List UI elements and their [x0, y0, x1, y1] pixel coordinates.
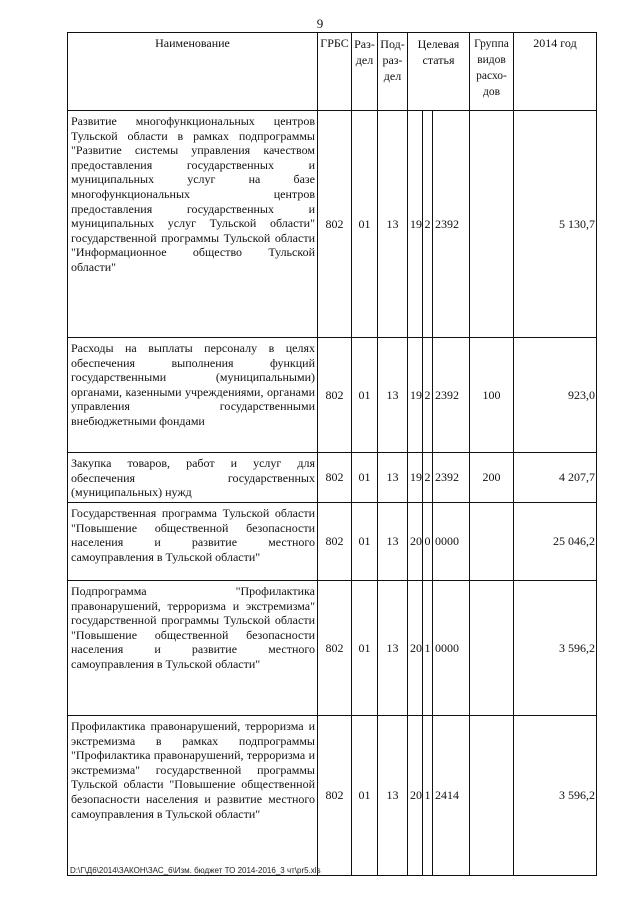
row-expense-group [470, 581, 514, 716]
row-grbs: 802 [318, 581, 352, 716]
row-amount: 25 046,2 [514, 503, 597, 581]
row-expense-group: 100 [470, 338, 514, 453]
row-grbs: 802 [318, 503, 352, 581]
table-row [68, 338, 597, 453]
row-podrazdel: 13 [378, 111, 408, 338]
row-target-subprogram: 0 [423, 503, 433, 581]
table-row [68, 716, 597, 876]
row-amount: 3 596,2 [514, 581, 597, 716]
row-razdel: 01 [352, 503, 378, 581]
header-target-article: Целевая статья [408, 33, 470, 111]
row-podrazdel: 13 [378, 503, 408, 581]
row-target-subprogram: 2 [423, 111, 433, 338]
row-expense-group [470, 111, 514, 338]
row-target-program: 20 [408, 581, 423, 716]
header-year-2014: 2014 год [514, 33, 597, 111]
row-target-direction: 2392 [433, 453, 470, 503]
row-target-program: 19 [408, 338, 423, 453]
row-razdel: 01 [352, 453, 378, 503]
row-target-direction: 2414 [433, 716, 470, 876]
row-amount: 3 596,2 [514, 716, 597, 876]
footer-file-path: D:\Г\Д6\2014\ЗАКОН\ЗАС_6\Изм. бюджет ТО 2014-2016_3 чт\pr5.xls [70, 866, 321, 875]
row-grbs: 802 [318, 716, 352, 876]
row-target-program: 19 [408, 453, 423, 503]
row-razdel: 01 [352, 111, 378, 338]
row-amount: 923,0 [514, 338, 597, 453]
header-name: Наименование [68, 33, 318, 111]
row-name: Подпрограмма "Профилактика правонарушений, терроризма и экстремизма" государственной программы Тульской области "Повышение общественной безопасности населения и развитие местного самоуправления в Тульской области" [68, 581, 318, 716]
row-target-subprogram: 1 [423, 581, 433, 716]
row-target-direction: 2392 [433, 338, 470, 453]
table-row [68, 111, 597, 338]
table-row [68, 503, 597, 581]
row-target-direction: 0000 [433, 581, 470, 716]
row-podrazdel: 13 [378, 453, 408, 503]
row-expense-group [470, 716, 514, 876]
row-name: Развитие многофункциональных центров Тульской области в рамках подпрограммы "Развитие системы управления качеством предоставления государственных и муниципальных услуг на базе многофункциональных центров предоставления государственных и муниципальных услуг Тульской области" государственной программы Тульской области "Информационное общество Тульской области" [68, 111, 318, 338]
row-razdel: 01 [352, 581, 378, 716]
row-target-direction: 0000 [433, 503, 470, 581]
row-grbs: 802 [318, 453, 352, 503]
row-target-program: 20 [408, 716, 423, 876]
row-name: Государственная программа Тульской области "Повышение общественной безопасности населения и развитие местного самоуправления в Тульской области" [68, 503, 318, 581]
row-target-program: 19 [408, 111, 423, 338]
header-grbs: ГРБС [318, 33, 352, 111]
budget-table [67, 32, 597, 876]
row-grbs: 802 [318, 338, 352, 453]
row-target-subprogram: 2 [423, 453, 433, 503]
table-row [68, 581, 597, 716]
row-target-subprogram: 2 [423, 338, 433, 453]
row-amount: 4 207,7 [514, 453, 597, 503]
header-expense-group: Группа видов расхо- дов [470, 33, 514, 111]
table-row [68, 453, 597, 503]
row-razdel: 01 [352, 338, 378, 453]
row-target-subprogram: 1 [423, 716, 433, 876]
row-podrazdel: 13 [378, 716, 408, 876]
page-number: 9 [316, 16, 324, 31]
row-razdel: 01 [352, 716, 378, 876]
row-grbs: 802 [318, 111, 352, 338]
header-razdel: Раз- дел [352, 33, 378, 111]
row-name: Расходы на выплаты персоналу в целях обеспечения выполнения функций государственными (муниципальными) органами, казенными учреждениями, органами управления государственными внебюджетными фондами [68, 338, 318, 453]
row-expense-group: 200 [470, 453, 514, 503]
row-name: Профилактика правонарушений, терроризма и экстремизма в рамках подпрограммы "Профилактика правонарушений, терроризма и экстремизма" государственной программы Тульской области "Повышение общественной безопасности населения и развитие местного самоуправления в Тульской области" [68, 716, 318, 876]
row-podrazdel: 13 [378, 338, 408, 453]
header-podrazdel: Под- раз- дел [378, 33, 408, 111]
row-name: Закупка товаров, работ и услуг для обеспечения государственных (муниципальных) нужд [68, 453, 318, 503]
row-expense-group [470, 503, 514, 581]
row-target-program: 20 [408, 503, 423, 581]
table-header-row [68, 33, 597, 111]
row-podrazdel: 13 [378, 581, 408, 716]
row-target-direction: 2392 [433, 111, 470, 338]
row-amount: 5 130,7 [514, 111, 597, 338]
